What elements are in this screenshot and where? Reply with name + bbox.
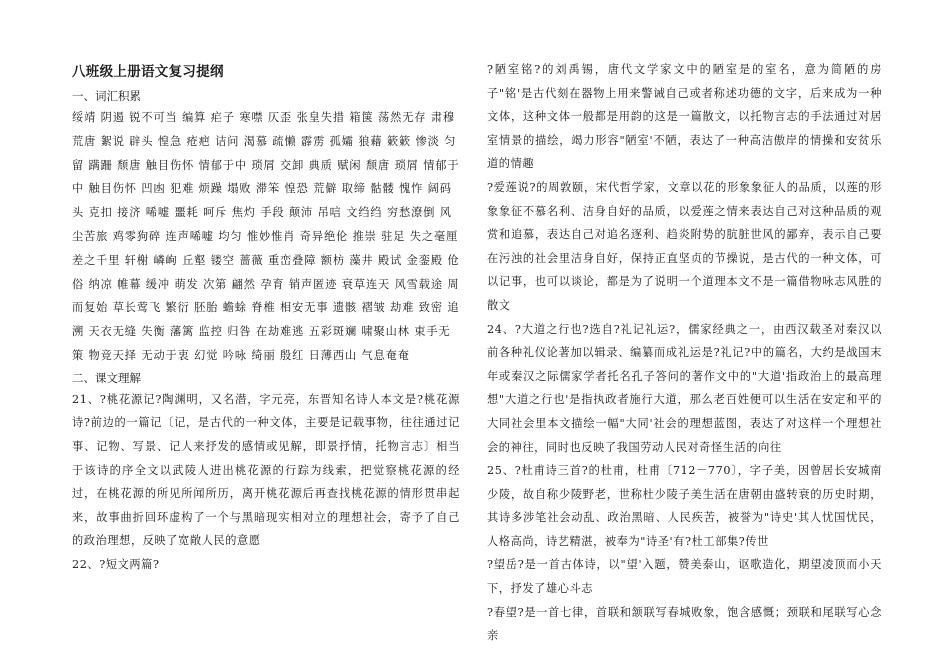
section-heading-text-understanding: 二、课文理解 — [72, 370, 141, 385]
section-heading-vocabulary: 一、词汇积累 — [72, 89, 141, 103]
right-column — [487, 58, 882, 648]
paragraph-ailianshuo: ?爱莲说?的周敦颐，宋代哲学家，文章以花的形象象征人的品质，以莲的形象象征不慕名利、洁身自好的品质，以爱莲之情来表达自己对这种品质的观赏和追慕，表达自己对追名逐利、趋炎附势的肮脏世风的鄙弃，表示自己要在污浊的社会里洁身自好，保持正直坚贞的节操说，是古代的一种文体，可以记事，也可以谈论，都是为了说明一个道理本文不是一篇借物咏志风胜的散文 — [487, 180, 882, 312]
paragraph-chunwang: ?春望?是一首七律，首联和颔联写春城败象，饱含感慨；颈联和尾联写心念亲 — [487, 605, 882, 643]
paragraph-wangyue: ?望岳?是一首古体诗，以"望'入题，赞美泰山，讴歌造化，期望凌顶而小天下，抒发了雄心斗志 — [487, 558, 882, 596]
paragraph-dufu-poems: 25、?杜甫诗三首?的杜甫，杜甫〔712－770〕，字子美，因曾居长安城南少陵，故自称少陵野老，世称杜少陵子美生活在唐朝由盛转衰的历史时期，其诗多涉笔社会动乱、政治黑暗、人民疾苦，被誉为"诗史'其人忧国忧民，人格高尚，诗艺精湛，被奉为"诗圣'有?杜工部集?传世 — [487, 464, 882, 548]
paragraph-dadao: 24、?大道之行也?选自?礼记礼运?，儒家经典之一，由西汉载圣对秦汉以前各种礼仪论著加以辑录、编纂而成礼运是?礼记?中的篇名，大约是战国末年或秦汉之际儒家学者托名孔子答问的著作文中的"大道'指政治上的最高理想"大道之行也'是指执政者施行大道，那么老百姓便可以生活在安定和平的大同社会里本文描绘一幅"大同'社会的理想蓝图，表达了对这样一个理想社会的神往，同时也反映了我国劳动人民对奇怪生活的向往 — [487, 322, 882, 454]
paragraph-loushiming: ?陋室铭?的刘禹锡，唐代文学家文中的陋室是的室名，意为简陋的房子"铭'是古代刻在器物上用来警诫自己或者称述功德的文字，后来成为一种文体，这种文体一般都是用韵的这是一篇散文，以托物言志的手法通过对居室情景的描绘，竭力形容"陋室'不陋，表达了一种高洁傲岸的情操和安贫乐道的情趣 — [487, 63, 882, 171]
vocabulary-list: 绥靖 阴遏 锐不可当 编算 疟子 寒噤 仄歪 张皇失措 箱箧 荡然无存 肃穆 荒唐 絮说 辟头 惶急 疮疤 诘问 渴慕 疏懒 霹雳 孤孀 狼藉 簌簌 惨淡 匀留 蹒跚 颓唐 触目伤怀 情郁于中 琐屑 交卸 典质 赋闲 颓唐 琐屑 情郁于中 触目伤怀 凹凼 犯难 烦躁 塌败 滞笨 惶恐 荒僻 取缔 骷髅 愧怍 阔码头 克扣 接济 唏嘘 噩耗 呵斥 焦灼 手段 颠沛 吊唁 文绉绉 穷愁潦倒 风尘苦旅 鸡零狗碎 连声唏嘘 均匀 惟妙惟肖 奇异绝伦 推崇 驻足 失之毫厘 差之千里 轩榭 嶙峋 丘壑 镂空 蔷薇 重峦叠障 额枋 藻井 殿试 金銮殿 伧俗 纳凉 帷幕 缓冲 萌发 次第 翩然 孕育 销声匿迹 衰草连天 风雪载途 周而复始 草长莺飞 繁衍 胚胎 蟾蜍 脊椎 相安无事 遗骸 褶皱 劫难 致密 追溯 天衣无缝 失衡 藩篱 监控 归咎 在劫难逃 五彩斑斓 啸聚山林 束手无策 物竞天择 无动于衷 幻觉 吟咏 绮丽 殷红 日薄西山 气息奄奄 — [72, 111, 460, 362]
paragraph-short-essays: 22、?短文两篇? — [72, 557, 160, 571]
paragraph-taohuayuan: 21、?桃花源记?陶渊明，又名潜，字元亮，东晋知名诗人本文是?桃花源诗?前边的一篇记〔记，是古代的一种文体，主要是记载事物，往往通过记事、记物、写景、记人来抒发的感情或见解，即景抒情，托物言志〕相当于该诗的序全文以武陵人进出桃花源的行踪为线索，把觉察桃花源的经过，在桃花源的所见所闻所历，离开桃花源后再查找桃花源的情形贯串起来，故事曲折回环虚构了一个与黑暗现实相对立的理想社会，寄予了自己的政治理想，反映了宽敞人民的意愿 — [72, 392, 460, 548]
left-column — [72, 62, 460, 577]
document-title: 八班级上册语文复习提纲 — [72, 64, 224, 80]
